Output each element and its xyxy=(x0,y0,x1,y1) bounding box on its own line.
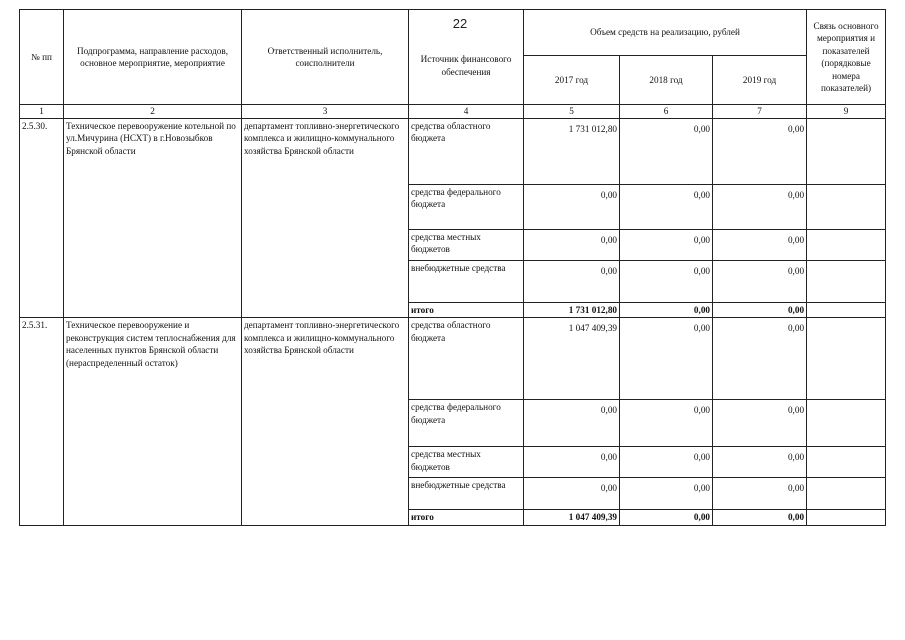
header-program: Подпрограмма, направление расходов, основное мероприятие, мероприятие xyxy=(64,10,242,105)
total-2018: 0,00 xyxy=(620,302,713,318)
total-2019: 0,00 xyxy=(713,510,807,526)
value-2018: 0,00 xyxy=(620,260,713,302)
link-cell xyxy=(807,184,886,229)
link-cell xyxy=(807,302,886,318)
budget-table xyxy=(19,9,886,526)
link-cell xyxy=(807,229,886,260)
header-2019: 2019 год xyxy=(713,56,807,105)
row-executor: департамент топливно-энергетического комплекса и жилищно-коммунального хозяйства Брянской области xyxy=(242,118,409,318)
link-cell xyxy=(807,318,886,400)
row-number: 2.5.31. xyxy=(20,318,64,526)
value-2019: 0,00 xyxy=(713,400,807,447)
total-label: итого xyxy=(409,510,524,526)
value-2018: 0,00 xyxy=(620,478,713,510)
col-number: 3 xyxy=(242,105,409,119)
source-cell: средства местных бюджетов xyxy=(409,447,524,478)
value-2017: 0,00 xyxy=(524,447,620,478)
source-cell: средства местных бюджетов xyxy=(409,229,524,260)
col-number: 9 xyxy=(807,105,886,119)
header-2017: 2017 год xyxy=(524,56,620,105)
header-volume: Объем средств на реализацию, рублей xyxy=(524,10,807,56)
value-2017: 0,00 xyxy=(524,400,620,447)
column-numbers-row xyxy=(20,105,886,119)
value-2018: 0,00 xyxy=(620,229,713,260)
value-2018: 0,00 xyxy=(620,184,713,229)
value-2017: 0,00 xyxy=(524,184,620,229)
value-2019: 0,00 xyxy=(713,447,807,478)
col-number: 1 xyxy=(20,105,64,119)
value-2017: 0,00 xyxy=(524,478,620,510)
page-number: 22 xyxy=(452,16,468,31)
table-row xyxy=(20,118,886,184)
row-program: Техническое перевооружение котельной по ул.Мичурина (НСХТ) в г.Новозыбков Брянской области xyxy=(64,118,242,318)
table-row xyxy=(20,318,886,400)
value-2018: 0,00 xyxy=(620,318,713,400)
link-cell xyxy=(807,260,886,302)
total-2019: 0,00 xyxy=(713,302,807,318)
row-number: 2.5.30. xyxy=(20,118,64,318)
col-number: 5 xyxy=(524,105,620,119)
total-2018: 0,00 xyxy=(620,510,713,526)
total-2017: 1 731 012,80 xyxy=(524,302,620,318)
link-cell xyxy=(807,118,886,184)
value-2019: 0,00 xyxy=(713,260,807,302)
header-num: № пп xyxy=(20,10,64,105)
link-cell xyxy=(807,510,886,526)
col-number: 7 xyxy=(713,105,807,119)
value-2017: 0,00 xyxy=(524,229,620,260)
header-source: Источник финансового обеспечения xyxy=(409,10,524,105)
col-number: 6 xyxy=(620,105,713,119)
source-cell: средства областного бюджета xyxy=(409,118,524,184)
source-cell: внебюджетные средства xyxy=(409,478,524,510)
value-2017: 1 731 012,80 xyxy=(524,118,620,184)
value-2018: 0,00 xyxy=(620,447,713,478)
header-link: Связь основного мероприятия и показателей (порядковые номера показателей) xyxy=(807,10,886,105)
source-cell: внебюджетные средства xyxy=(409,260,524,302)
value-2017: 0,00 xyxy=(524,260,620,302)
row-executor: департамент топливно-энергетического комплекса и жилищно-коммунального хозяйства Брянской области xyxy=(242,318,409,526)
header-2018: 2018 год xyxy=(620,56,713,105)
source-cell: средства федерального бюджета xyxy=(409,184,524,229)
source-cell: средства федерального бюджета xyxy=(409,400,524,447)
value-2019: 0,00 xyxy=(713,318,807,400)
source-cell: средства областного бюджета xyxy=(409,318,524,400)
value-2019: 0,00 xyxy=(713,229,807,260)
value-2018: 0,00 xyxy=(620,400,713,447)
link-cell xyxy=(807,478,886,510)
total-2017: 1 047 409,39 xyxy=(524,510,620,526)
col-number: 2 xyxy=(64,105,242,119)
total-label: итого xyxy=(409,302,524,318)
col-number: 4 xyxy=(409,105,524,119)
link-cell xyxy=(807,447,886,478)
value-2019: 0,00 xyxy=(713,118,807,184)
value-2018: 0,00 xyxy=(620,118,713,184)
value-2019: 0,00 xyxy=(713,184,807,229)
row-program: Техническое перевооружение и реконструкция систем теплоснабжения для населенных пунктов Брянской области (нераспределенный остаток) xyxy=(64,318,242,526)
link-cell xyxy=(807,400,886,447)
value-2017: 1 047 409,39 xyxy=(524,318,620,400)
header-executor: Ответственный исполнитель, соисполнители xyxy=(242,10,409,105)
value-2019: 0,00 xyxy=(713,478,807,510)
